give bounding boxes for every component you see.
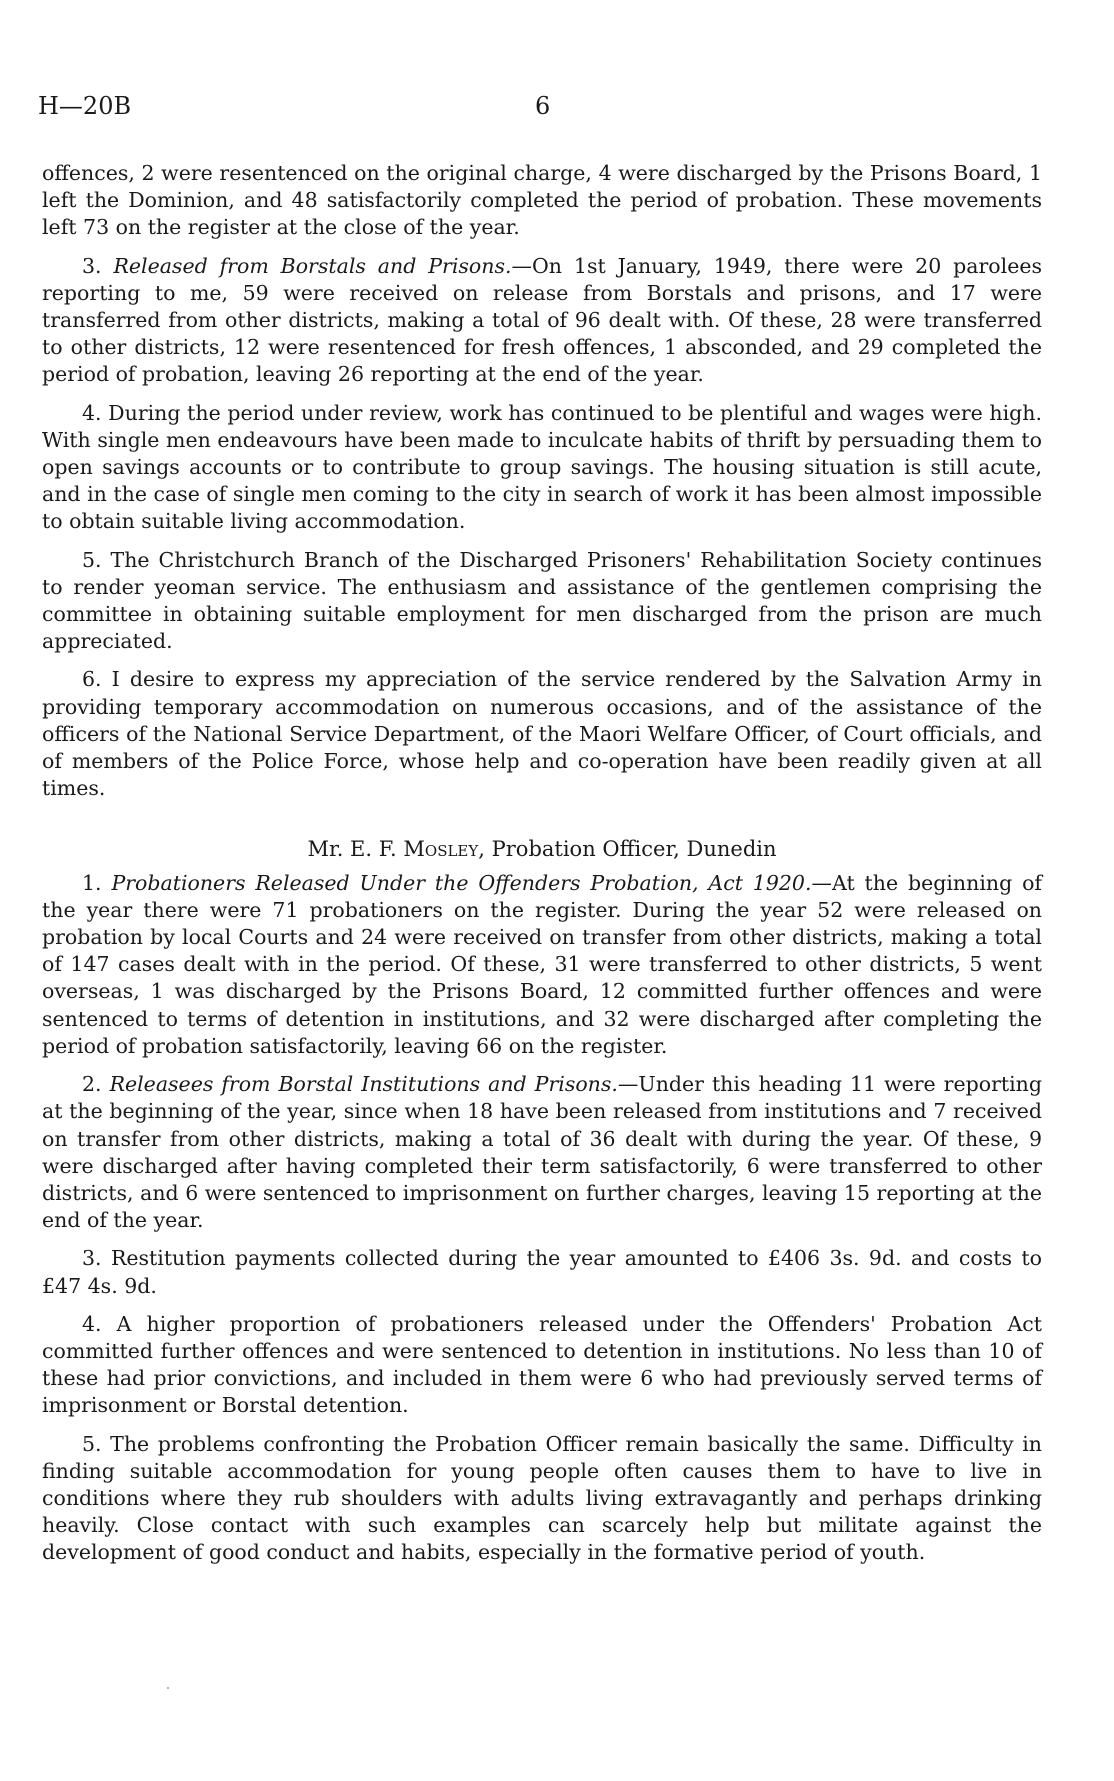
paragraph-text: —On 1st January, 1949, there were 20 parolees reporting to me, 59 were received on release from Borstals and prisons, and 17 were transferred from other districts, making a total of 96 dealt with. Of these, 28 were transferred to other districts, 12 were resentenced for fresh offences, 1 absconded, and 29 completed the period of probation, leaving 26 reporting at the end of the year. — [42, 253, 1042, 387]
paragraph-number: 2. — [82, 1072, 110, 1097]
page-speck — [167, 1687, 169, 1689]
paragraph-continued: offences, 2 were resentenced on the original charge, 4 were discharged by the Prisons Board, 1 left the Dominion, and 48 satisfactorily completed the period of probation. These movements left 73 on the register at the close of the year. — [42, 161, 1042, 240]
paragraph-problems: 5. The problems confronting the Probation Officer remain basically the same. Difficulty in finding suitable accommodation for young people often causes them to have to live in conditions where they rub shoulders with adults living extravagantly and perhaps drinking heavily. Close contact with such examples can scarcely help but militate against the development of good conduct and habits, especially in the formative period of youth. — [42, 1431, 1042, 1565]
paragraph-releasees-borstal — [42, 1071, 1042, 1234]
paragraph-released-from-borstals — [42, 253, 1042, 389]
paragraph-probationers-released — [42, 870, 1042, 1060]
paragraph-appreciation: 6. I desire to express my appreciation of the service rendered by the Salvation Army in providing temporary accommodation on numerous occasions, and of the assistance of the officers of the National Service Department, of the Maori Welfare Officer, of Court officials, and of members of the Police Force, whose help and co-operation have been readily given at all times. — [42, 667, 1042, 801]
paragraph-number: 1. — [82, 870, 112, 895]
document-body — [42, 160, 1042, 1578]
paragraph-title: Releasees from Borstal Institutions and Prisons. — [109, 1072, 618, 1097]
officer-name: Mosley — [403, 837, 479, 862]
paragraph-title: Released from Borstals and Prisons. — [113, 253, 512, 278]
paragraph-restitution: 3. Restitution payments collected during the year amounted to £406 3s. 9d. and costs to £47 4s. 9d. — [42, 1246, 1042, 1298]
section-heading-dunedin: Mr. E. F. Mosley, Probation Officer, Dunedin — [307, 837, 777, 862]
paragraph-higher-proportion: 4. A higher proportion of probationers released under the Offenders' Probation Act committed further offences and were sentenced to detention in institutions. No less than 10 of these had prior convictions, and included in them were 6 who had previously served terms of imprisonment or Borstal detention. — [42, 1311, 1042, 1418]
paragraph-title: Probationers Released Under the Offenders Probation, Act 1920. — [111, 870, 812, 895]
paragraph-text: —At the beginning of the year there were 71 probationers on the register. During the year 52 were released on probation by local Courts and 24 were received on transfer from other districts, making a total of 147 cases dealt with in the period. Of these, 31 were transferred to other districts, 5 went overseas, 1 was discharged by the Prisons Board, 12 committed further offences and were sentenced to terms of detention in institutions, and 32 were discharged after completing the period of probation satisfactorily, leaving 66 on the register. — [42, 870, 1042, 1058]
paragraph-work-and-wages: 4. During the period under review, work has continued to be plentiful and wages were high. With single men endeavours have been made to inculcate habits of thrift by persuading them to open savings accounts or to contribute to group savings. The housing situation is still acute, and in the case of single men coming to the city in search of work it has been almost impossible to obtain suitable living accommodation. — [42, 400, 1042, 534]
document-reference: H—20B — [38, 92, 132, 120]
paragraph-number: 3. — [82, 253, 114, 278]
page-number: 6 — [535, 92, 551, 120]
paragraph-text: —Under this heading 11 were reporting at the beginning of the year, since when 18 have been released from institutions and 7 received on transfer from other districts, making a total of 36 dealt with during the year. Of these, 9 were discharged after having completed their term satisfactorily, 6 were transferred to other districts, and 6 were sentenced to imprisonment on further charges, leaving 15 reporting at the end of the year. — [42, 1072, 1042, 1233]
paragraph-rehabilitation-society: 5. The Christchurch Branch of the Discharged Prisoners' Rehabilitation Society continues to render yeoman service. The enthusiasm and assistance of the gentlemen comprising the committee in obtaining suitable employment for men discharged from the prison are much appreciated. — [42, 547, 1042, 654]
